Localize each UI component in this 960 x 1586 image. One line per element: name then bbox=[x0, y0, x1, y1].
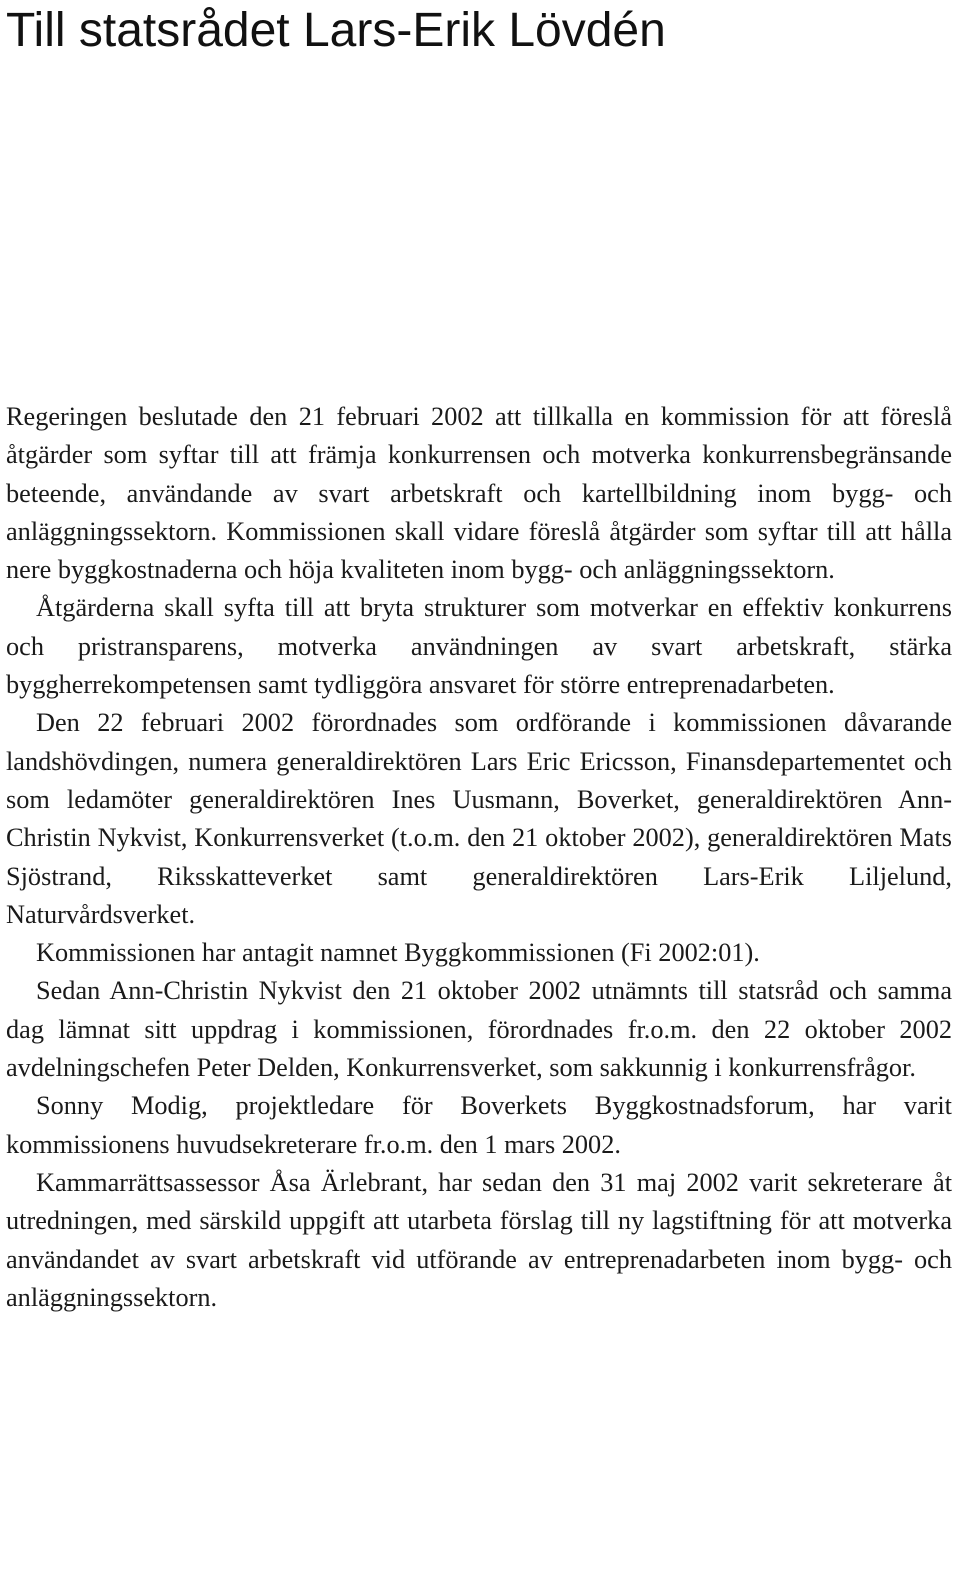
paragraph-appointments: Den 22 februari 2002 förordnades som ordförande i kommissionen dåvarande landshövdingen, numera generaldirektören Lars Eric Ericsson, Finansdepartementet och som ledamöter generaldirektören Ines Uusmann, Boverket, generaldirektören Ann-Christin Nykvist, Konkurrensverket (t.o.m. den 21 oktober 2002), generaldirektören Mats Sjöstrand, Riksskatteverket samt generaldirektören Lars-Erik Liljelund, Naturvårdsverket. bbox=[6, 708, 952, 929]
paragraph-head-secretary: Sonny Modig, projektledare för Boverkets Byggkostnadsforum, har varit kommissionens huvudsekreterare fr.o.m. den 1 mars 2002. bbox=[6, 1091, 952, 1159]
paragraph-secretary: Kammarrättsassessor Åsa Ärlebrant, har sedan den 31 maj 2002 varit sekreterare åt utredningen, med särskild uppgift att utarbeta förslag till ny lagstiftning för att motverka användandet av svart arbetskraft vid utförande av entreprenadarbeten inom bygg- och anläggningssektorn. bbox=[6, 1167, 952, 1312]
paragraph-commission-name: Kommissionen har antagit namnet Byggkommissionen (Fi 2002:01). bbox=[36, 938, 760, 968]
paragraph-expert-appointment: Sedan Ann-Christin Nykvist den 21 oktober 2002 utnämnts till statsråd och samma dag lämnat sitt uppdrag i kommissionen, förordnades fr.o.m. den 22 oktober 2002 avdelningschefen Peter Delden, Konkurrensverket, som sakkunnig i konkurrensfrågor. bbox=[6, 976, 952, 1083]
document-body bbox=[6, 398, 952, 1317]
paragraph-measures-aim: Åtgärderna skall syfta till att bryta strukturer som motverkar en effektiv konkurrens och pristransparens, motverka användningen av svart arbetskraft, stärka byggherrekompetensen samt tydliggöra ansvaret för större entreprenadarbeten. bbox=[6, 593, 952, 700]
document-title: Till statsrådet Lars-Erik Lövdén bbox=[6, 4, 666, 57]
paragraph-commission-directive: Regeringen beslutade den 21 februari 2002 att tillkalla en kommission för att föreslå åtgärder som syftar till att främja konkurrensen och motverka konkurrensbegränsande beteende, användande av svart arbetskraft och kartellbildning inom bygg- och anläggningssektorn. Kommissionen skall vidare föreslå åtgärder som syftar till att hålla nere byggkostnaderna och höja kvaliteten inom bygg- och anläggningssektorn. bbox=[6, 402, 952, 585]
